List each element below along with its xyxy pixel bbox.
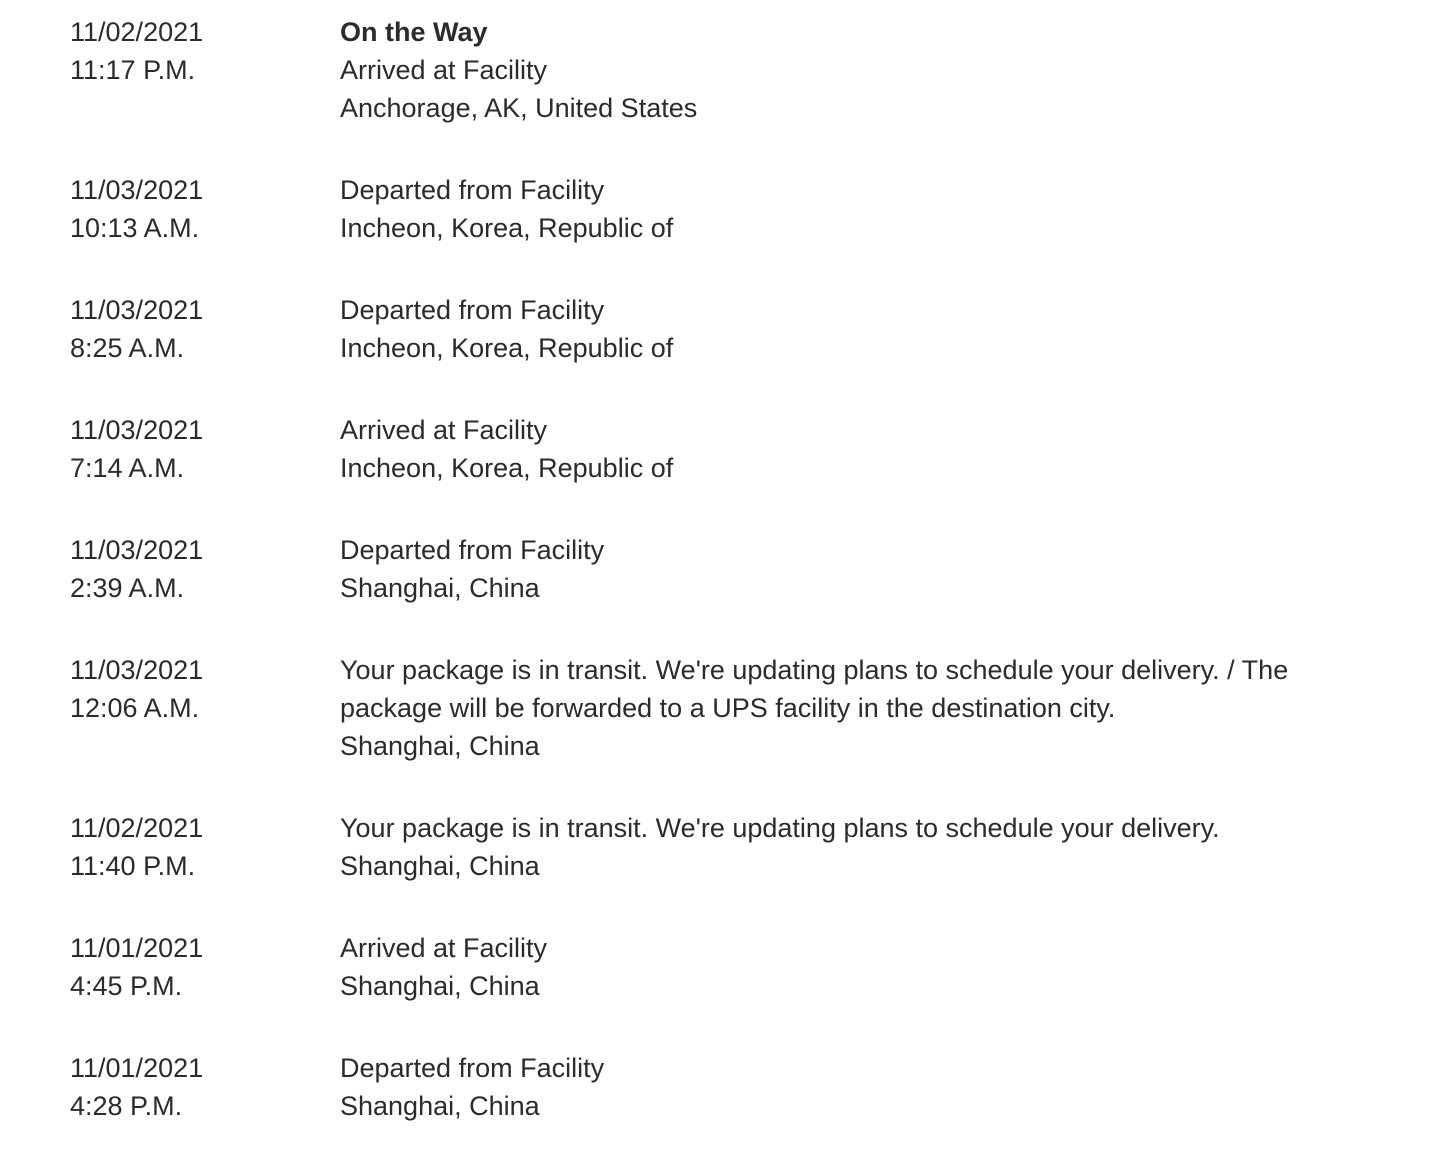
event-detail <box>340 411 1340 487</box>
tracking-event <box>0 651 1446 765</box>
event-date: 11/03/2021 <box>70 415 204 445</box>
event-time: 11:17 P.M. <box>70 55 196 85</box>
event-status: Departed from Facility <box>340 1053 605 1083</box>
event-location: Anchorage, AK, United States <box>340 93 698 123</box>
event-milestone: On the Way <box>340 17 488 47</box>
event-timestamp <box>0 1049 340 1125</box>
event-time: 8:25 A.M. <box>70 333 185 363</box>
event-location: Shanghai, China <box>340 971 540 1001</box>
tracking-event <box>0 171 1446 247</box>
event-date: 11/03/2021 <box>70 295 204 325</box>
event-timestamp <box>0 651 340 765</box>
event-detail <box>340 929 1340 1005</box>
event-time: 4:45 P.M. <box>70 971 183 1001</box>
tracking-event <box>0 1049 1446 1125</box>
event-timestamp <box>0 291 340 367</box>
event-location: Incheon, Korea, Republic of <box>340 213 674 243</box>
event-timestamp <box>0 531 340 607</box>
event-date: 11/03/2021 <box>70 175 204 205</box>
event-timestamp <box>0 13 340 127</box>
tracking-event <box>0 411 1446 487</box>
event-status: Your package is in transit. We're updating plans to schedule your delivery. <box>340 813 1220 843</box>
event-date: 11/02/2021 <box>70 813 204 843</box>
event-location: Shanghai, China <box>340 731 540 761</box>
event-timestamp <box>0 809 340 885</box>
event-date: 11/02/2021 <box>70 17 204 47</box>
event-time: 10:13 A.M. <box>70 213 200 243</box>
event-timestamp <box>0 411 340 487</box>
tracking-event <box>0 929 1446 1005</box>
event-detail <box>340 651 1340 765</box>
event-status: Arrived at Facility <box>340 55 548 85</box>
event-date: 11/03/2021 <box>70 535 204 565</box>
event-time: 11:40 P.M. <box>70 851 196 881</box>
event-timestamp <box>0 171 340 247</box>
event-time: 12:06 A.M. <box>70 693 200 723</box>
event-detail <box>340 531 1340 607</box>
event-time: 7:14 A.M. <box>70 453 185 483</box>
event-date: 11/03/2021 <box>70 655 204 685</box>
event-timestamp <box>0 929 340 1005</box>
tracking-event <box>0 809 1446 885</box>
event-detail <box>340 13 1340 127</box>
event-date: 11/01/2021 <box>70 933 204 963</box>
event-status: Departed from Facility <box>340 535 605 565</box>
event-status: Arrived at Facility <box>340 415 548 445</box>
event-detail <box>340 809 1340 885</box>
event-date: 11/01/2021 <box>70 1053 204 1083</box>
event-status: Your package is in transit. We're updating plans to schedule your delivery. / The package will be forwarded to a UPS facility in the destination city. <box>340 655 1289 723</box>
event-status: Departed from Facility <box>340 175 605 205</box>
event-location: Incheon, Korea, Republic of <box>340 453 674 483</box>
tracking-event <box>0 531 1446 607</box>
event-location: Incheon, Korea, Republic of <box>340 333 674 363</box>
event-status: Arrived at Facility <box>340 933 548 963</box>
event-location: Shanghai, China <box>340 1091 540 1121</box>
tracking-event <box>0 291 1446 367</box>
tracking-event <box>0 13 1446 127</box>
event-location: Shanghai, China <box>340 851 540 881</box>
event-location: Shanghai, China <box>340 573 540 603</box>
event-status: Departed from Facility <box>340 295 605 325</box>
event-detail <box>340 1049 1340 1125</box>
event-time: 4:28 P.M. <box>70 1091 183 1121</box>
event-time: 2:39 A.M. <box>70 573 185 603</box>
event-detail <box>340 291 1340 367</box>
event-detail <box>340 171 1340 247</box>
